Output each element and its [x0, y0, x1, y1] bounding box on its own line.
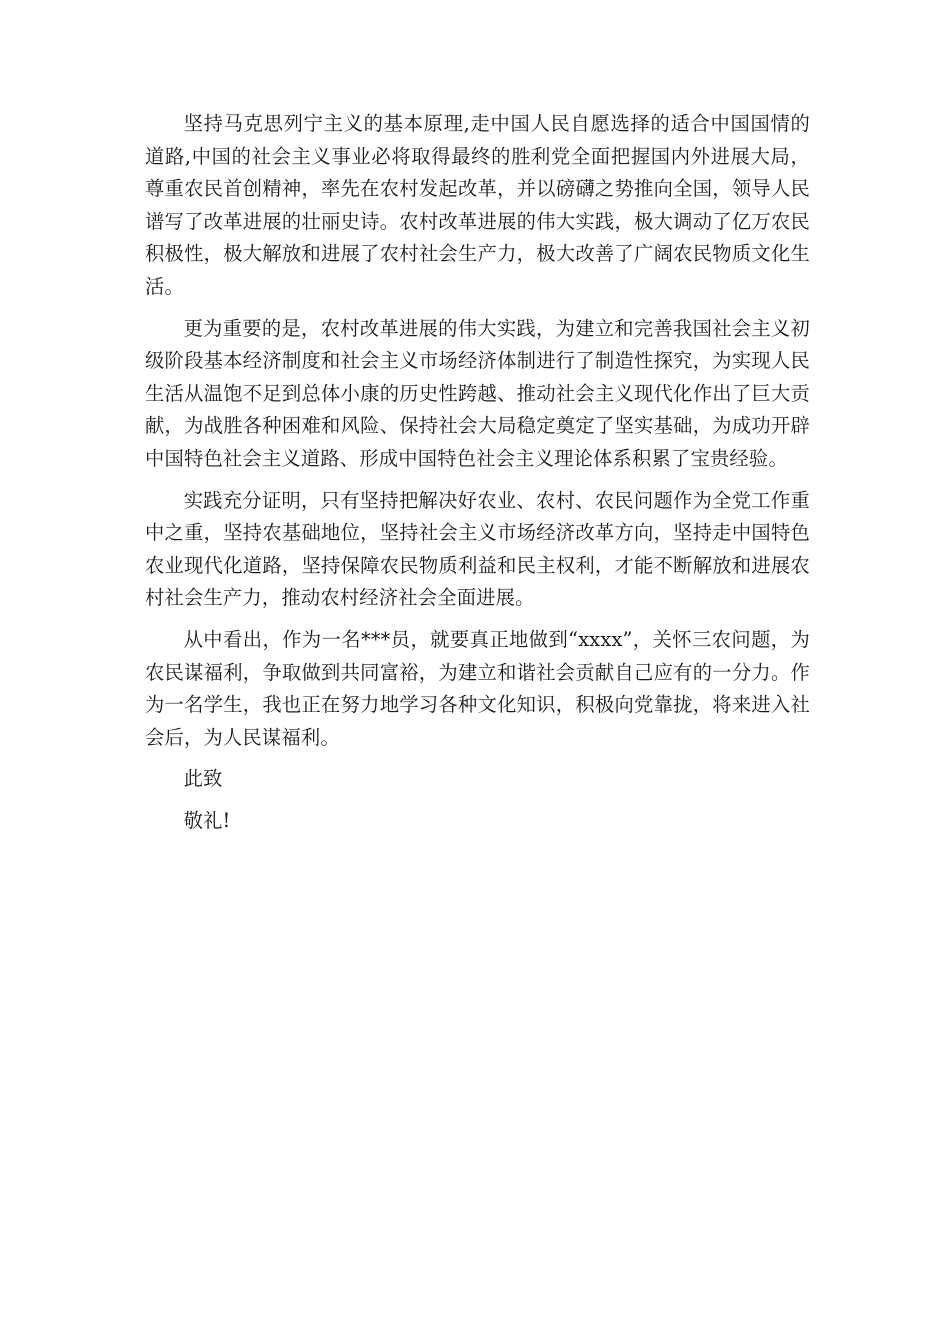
paragraph-1: 坚持马克思列宁主义的基本原理,走中国人民自愿选择的适合中国国情的道路,中国的社会主义事业必将取得最终的胜利党全面把握国内外进展大局，尊重农民首创精神，率先在农村发起改革，并以磅礴之势推向全国，领导人民谱写了改革进展的壮丽史诗。农村改革进展的伟大实践，极大调动了亿万农民积极性，极大解放和进展了农村社会生产力，极大改善了广阔农民物质文化生活。 [145, 112, 810, 298]
paragraph-3: 实践充分证明，只有坚持把解决好农业、农村、农民问题作为全党工作重中之重，坚持农基础地位，坚持社会主义市场经济改革方向，坚持走中国特色农业现代化道路，坚持保障农民物质利益和民主权利，才能不断解放和进展农村社会生产力，推动农村经济社会全面进展。 [145, 488, 810, 610]
closing-salutation: 此致 [183, 767, 223, 791]
paragraph-4: 从中看出，作为一名***员，就要真正地做到“xxxx”，关怀三农问题，为农民谋福利，争取做到共同富裕，为建立和谐社会贡献自己应有的一分力。作为一名学生，我也正在努力地学习各种文化知识，积极向党靠拢，将来进入社会后，为人民谋福利。 [145, 627, 810, 749]
paragraph-2: 更为重要的是，农村改革进展的伟大实践，为建立和完善我国社会主义初级阶段基本经济制度和社会主义市场经济体制进行了制造性探究，为实现人民生活从温饱不足到总体小康的历史性跨越、推动社会主义现代化作出了巨大贡献，为战胜各种困难和风险、保持社会大局稳定奠定了坚实基础，为成功开辟中国特色社会主义道路、形成中国特色社会主义理论体系积累了宝贵经验。 [145, 316, 810, 470]
closing-regards: 敬礼! [183, 808, 231, 832]
document-body [145, 108, 810, 846]
